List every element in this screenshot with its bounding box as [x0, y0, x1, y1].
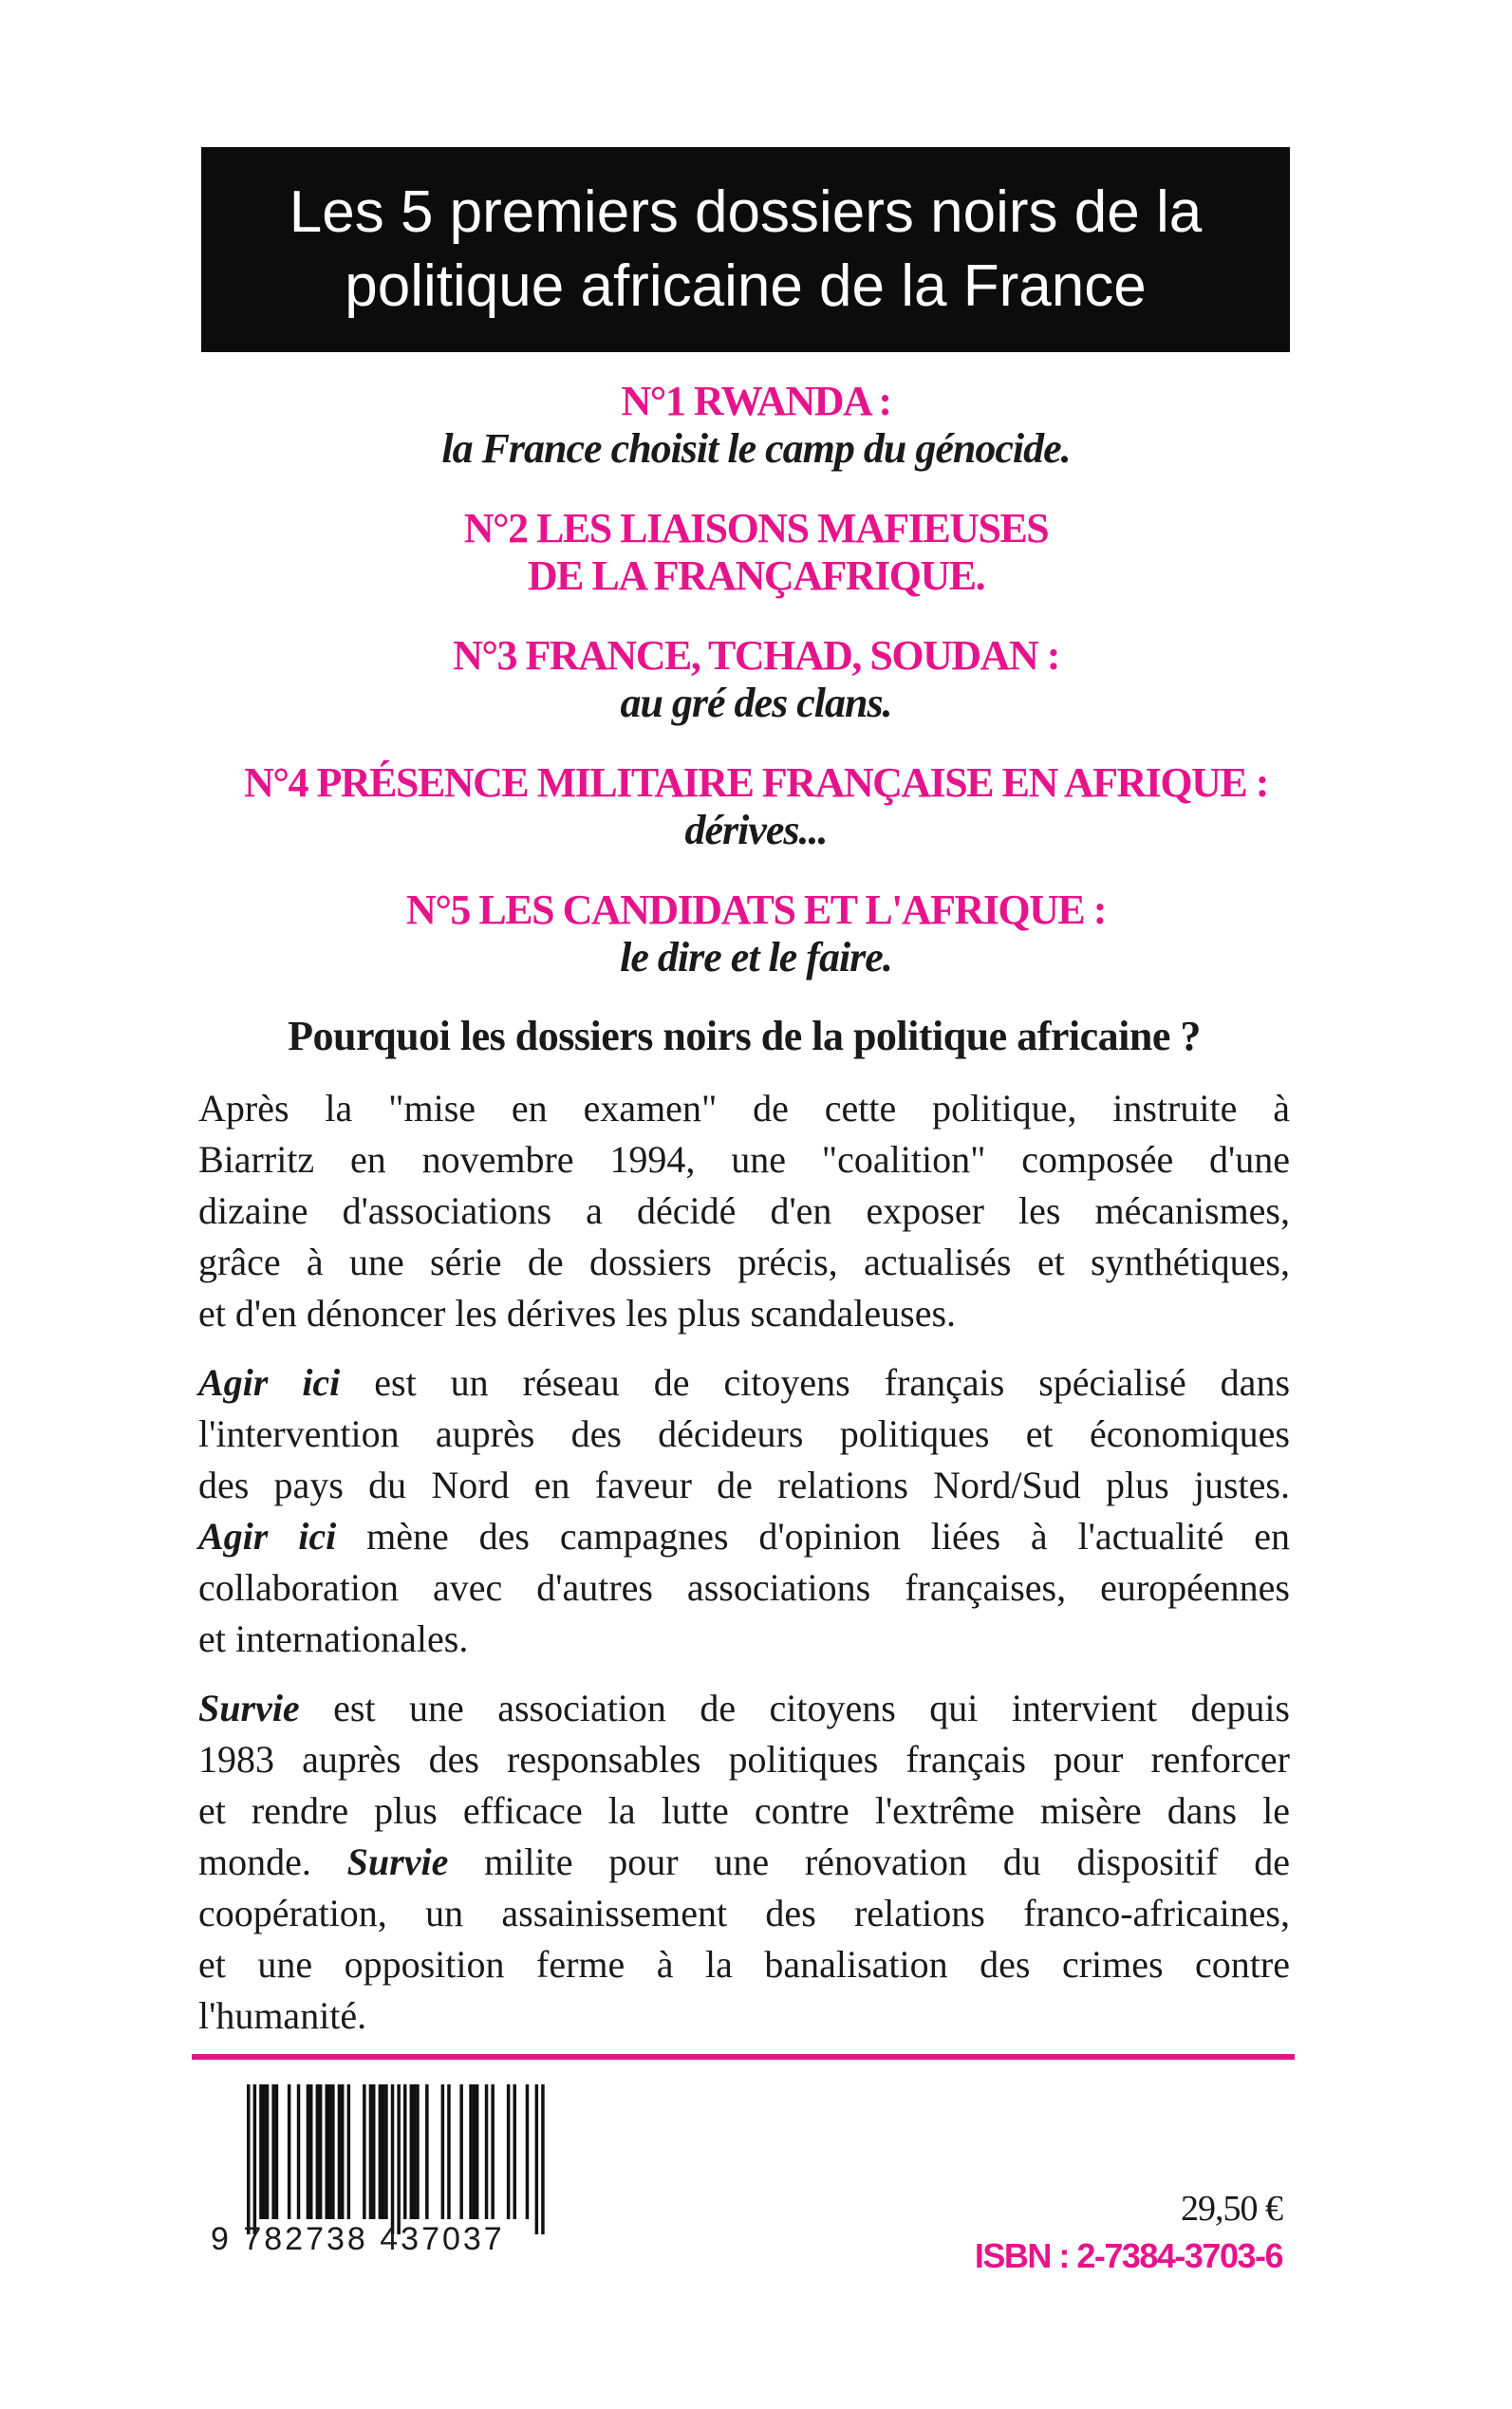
price: 29,50 € — [1181, 2189, 1282, 2229]
text-segment: et d'en dénoncer les dérives les plus scandaleuses. — [198, 1292, 957, 1335]
barcode-bar — [491, 2084, 495, 2219]
barcode-bar — [447, 2084, 451, 2219]
barcode-bar — [307, 2084, 310, 2219]
dossier-item — [190, 887, 1322, 981]
text-segment: Après la "mise en examen" de cette politique, instruite à — [198, 1087, 1290, 1130]
barcode-bar — [275, 2084, 279, 2219]
barcode-bar — [288, 2084, 291, 2219]
barcode-bar — [247, 2084, 251, 2234]
barcode-bar — [271, 2084, 275, 2219]
barcode-bar — [403, 2084, 407, 2219]
text-line — [198, 1888, 1290, 1939]
barcode-bar — [541, 2084, 545, 2234]
barcode-bar — [369, 2084, 373, 2219]
barcode-digits: 9 782738 437037 — [211, 2221, 505, 2257]
barcode-bar — [309, 2084, 313, 2219]
barcode-bar — [535, 2084, 539, 2234]
barcode-bar — [413, 2084, 417, 2219]
barcode-bar — [316, 2084, 320, 2219]
dossier-item — [190, 378, 1322, 473]
barcode-bar — [363, 2084, 366, 2219]
text-segment: et une opposition ferme à la banalisation des crimes contre — [198, 1943, 1290, 1986]
text-segment: grâce à une série de dossiers précis, actualisés et synthétiques, — [198, 1241, 1290, 1283]
barcode-bar — [341, 2084, 345, 2219]
barcode-bar — [416, 2084, 420, 2219]
barcode-bar — [410, 2084, 414, 2219]
text-segment: dizaine d'associations a décidé d'en exposer les mécanismes, — [198, 1189, 1290, 1232]
barcode-bar — [372, 2084, 376, 2219]
barcode-bar — [384, 2084, 388, 2219]
text-line — [198, 1939, 1290, 1990]
text-line — [198, 1134, 1290, 1186]
barcode-bar — [379, 2084, 383, 2219]
text-segment: monde. — [198, 1840, 347, 1883]
barcode-bar — [382, 2084, 385, 2219]
title-banner — [201, 147, 1290, 352]
text-segment: collaboration avec d'autres associations françaises, européennes — [198, 1566, 1290, 1609]
barcode-bar — [507, 2084, 511, 2219]
paragraph — [198, 1357, 1290, 1665]
barcode — [228, 2084, 551, 2236]
emphasized-name: Survie — [198, 1687, 300, 1729]
text-line — [198, 1288, 1290, 1339]
dossier-subtitle: le dire et le faire. — [620, 934, 892, 980]
barcode-bar — [263, 2084, 267, 2219]
barcode-bar — [253, 2084, 257, 2234]
barcode-bar — [319, 2084, 323, 2219]
paragraph — [198, 1683, 1290, 2042]
barcode-bar — [338, 2084, 342, 2219]
barcode-bar — [326, 2084, 329, 2219]
barcode-bar — [331, 2084, 335, 2219]
dossier-item — [190, 505, 1322, 600]
dossier-title: N°5 LES CANDIDATS ET L'AFRIQUE : — [406, 887, 1106, 933]
text-line — [198, 1785, 1290, 1837]
section-heading: Pourquoi les dossiers noirs de la politique africaine ? — [288, 1013, 1201, 1059]
barcode-bar — [441, 2084, 445, 2219]
barcode-bar — [266, 2084, 270, 2219]
text-line — [198, 1186, 1290, 1237]
barcode-bar — [328, 2084, 332, 2219]
barcode-bar — [473, 2084, 476, 2219]
text-segment: 1983 auprès des responsables politiques français pour renforcer — [198, 1738, 1290, 1781]
text-segment: l'intervention auprès des décideurs politiques et économiques — [198, 1412, 1290, 1455]
isbn: ISBN : 2-7384-3703-6 — [974, 2236, 1282, 2275]
text-line — [198, 1460, 1290, 1511]
text-line — [198, 1990, 1290, 2042]
text-line — [198, 1083, 1290, 1134]
dossier-title: N°3 FRANCE, TCHAD, SOUDAN : — [453, 632, 1059, 679]
barcode-bar — [347, 2084, 351, 2219]
text-line — [198, 1562, 1290, 1614]
text-segment: et internationales. — [198, 1617, 469, 1660]
dossier-subtitle: au gré des clans. — [620, 680, 892, 726]
text-line — [198, 1683, 1290, 1734]
text-line — [198, 1357, 1290, 1409]
barcode-bar — [485, 2084, 489, 2219]
text-segment: mène des campagnes d'opinion liées à l'actualité en — [336, 1515, 1290, 1558]
text-line — [198, 1511, 1290, 1562]
text-line — [198, 1837, 1290, 1888]
dossier-title: DE LA FRANÇAFRIQUE. — [527, 552, 985, 599]
text-segment: coopération, un assainissement des relations franco-africaines, — [198, 1892, 1290, 1934]
barcode-bar — [459, 2084, 463, 2219]
barcode-bar — [513, 2084, 517, 2219]
dossier-item — [190, 632, 1322, 727]
paragraph — [198, 1083, 1290, 1339]
dossier-list — [190, 378, 1322, 1014]
text-line — [198, 1409, 1290, 1460]
emphasized-name: Agir ici — [198, 1515, 337, 1558]
text-line — [198, 1237, 1290, 1288]
text-line — [198, 1734, 1290, 1785]
barcode-bar — [259, 2084, 263, 2219]
text-line — [198, 1614, 1290, 1665]
barcode-bar — [297, 2084, 301, 2219]
barcode-bar — [526, 2084, 530, 2219]
title-line-1: Les 5 premiers dossiers noirs de la — [289, 179, 1203, 245]
barcode-bar — [476, 2084, 479, 2219]
title-line-2: politique africaine de la France — [345, 253, 1147, 319]
dossier-item — [190, 759, 1322, 854]
barcode-bar — [469, 2084, 473, 2219]
text-segment: et rendre plus efficace la lutte contre l'extrême misère dans le — [198, 1789, 1290, 1832]
dossier-title: N°1 RWANDA : — [621, 378, 891, 424]
barcode-bar — [397, 2084, 401, 2234]
text-segment: Biarritz en novembre 1994, une "coalition" composée d'une — [198, 1138, 1290, 1181]
barcode-bar — [391, 2084, 395, 2234]
dossier-subtitle: dérives... — [684, 807, 828, 853]
dossier-title: N°2 LES LIAISONS MAFIEUSES — [463, 505, 1049, 551]
emphasized-name: Survie — [346, 1840, 449, 1883]
text-segment: l'humanité. — [198, 1994, 367, 2037]
divider-rule — [192, 2054, 1295, 2060]
dossier-subtitle: la France choisit le camp du génocide. — [441, 425, 1071, 472]
text-segment: milite pour une rénovation du dispositif de — [448, 1840, 1291, 1883]
text-segment: des pays du Nord en faveur de relations Nord/Sud plus justes. — [198, 1464, 1290, 1506]
barcode-bar — [425, 2084, 429, 2219]
emphasized-name: Agir ici — [198, 1361, 341, 1404]
text-segment: est un réseau de citoyens français spécialisé dans — [340, 1361, 1291, 1404]
text-segment: est une association de citoyens qui intervient depuis — [299, 1687, 1290, 1729]
dossier-title: N°4 PRÉSENCE MILITAIRE FRANÇAISE EN AFRIQUE : — [244, 759, 1268, 806]
body-text — [198, 1083, 1290, 2060]
